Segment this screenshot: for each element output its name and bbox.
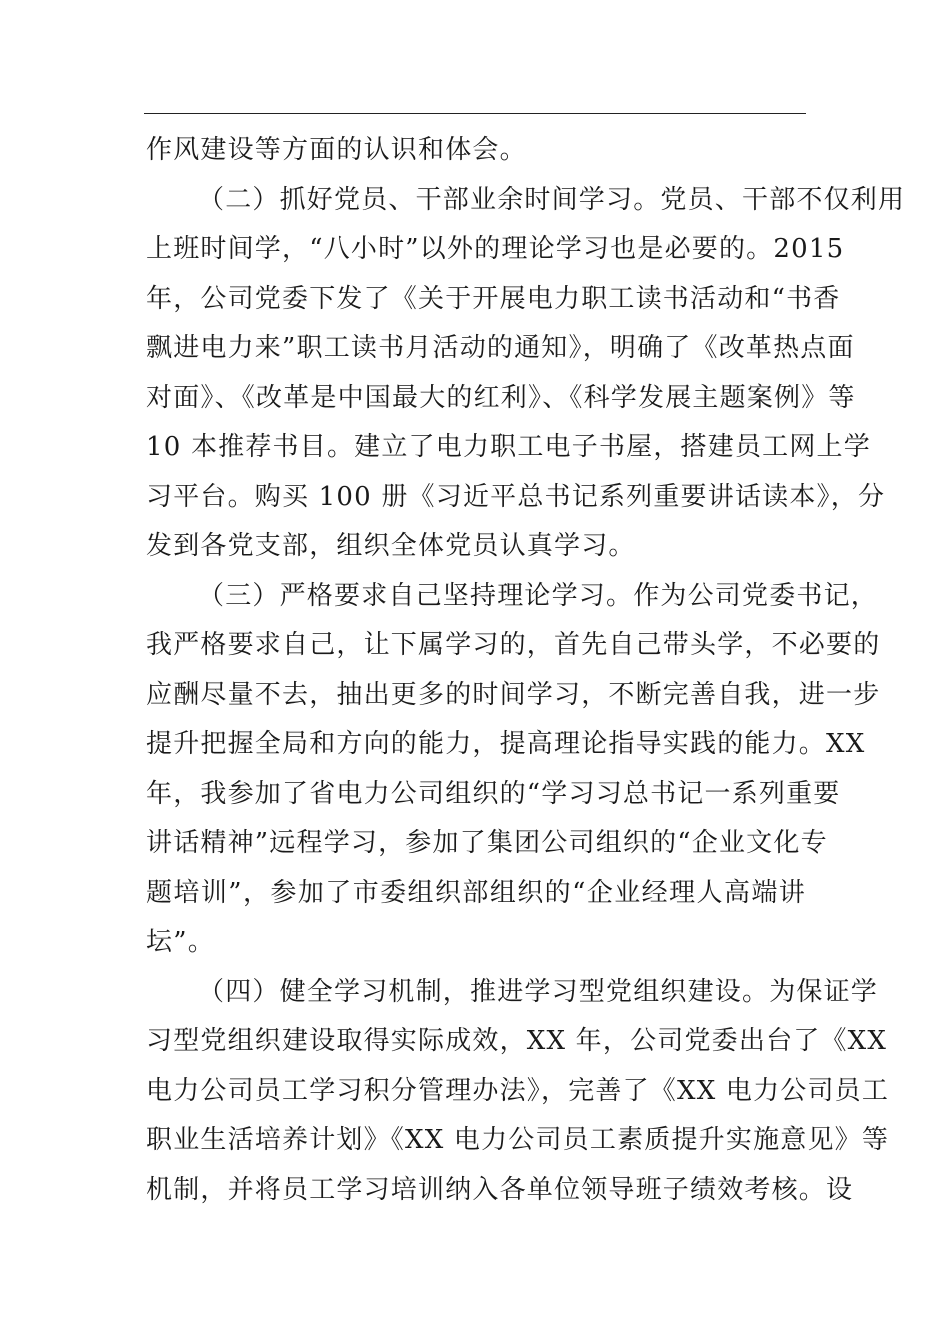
paragraph-3-heading-line: （三）严格要求自己坚持理论学习。作为公司党委书记， [198,580,879,611]
text-line: 发到各党支部，组织全体党员认真学习。 [146,531,636,561]
text-line: 机制，并将员工学习培训纳入各单位领导班子绩效考核。设 [146,1174,854,1205]
paragraph-2-heading-line: （二）抓好党员、干部业余时间学习。党员、干部不仅利用 [198,184,906,215]
text-line: 提升把握全局和方向的能力，提高理论指导实践的能力。XX [146,729,866,759]
text-line: 应酬尽量不去，抽出更多的时间学习，不断完善自我，进一步 [146,679,881,710]
text-line: 上班时间学，“八小时”以外的理论学习也是必要的。2015 [146,234,845,264]
text-line: 讲话精神”远程学习，参加了集团公司组织的“企业文化专 [146,828,828,858]
text-line: 职业生活培养计划》《XX 电力公司员工素质提升实施意见》等 [146,1125,890,1155]
text-line: 电力公司员工学习积分管理办法》，完善了《XX 电力公司员工 [146,1075,890,1106]
text-line: 习型党组织建设取得实际成效，XX 年，公司党委出台了《XX [146,1026,888,1056]
header-rule [144,113,806,114]
text-line: 作风建设等方面的认识和体会。 [146,135,527,165]
text-line: 我严格要求自己，让下属学习的，首先自己带头学，不必要的 [146,630,881,660]
text-line: 题培训”，参加了市委组织部组织的“企业经理人高端讲 [146,877,806,908]
paragraph-4-heading-line: （四）健全学习机制，推进学习型党组织建设。为保证学 [198,976,879,1007]
text-line: 年，公司党委下发了《关于开展电力职工读书活动和“书香 [146,283,841,314]
text-line: 对面》、《改革是中国最大的红利》、《科学发展主题案例》等 [146,382,856,413]
text-line: 10 本推荐书目。建立了电力职工电子书屋，搭建员工网上学 [146,432,871,462]
text-line: 年，我参加了省电力公司组织的“学习习总书记一系列重要 [146,778,841,809]
text-line: 习平台。购买 100 册《习近平总书记系列重要讲话读本》，分 [146,481,886,512]
text-line: 飘进电力来”职工读书月活动的通知》，明确了《改革热点面 [146,333,855,363]
body-text [146,126,906,1215]
text-line: 坛”。 [146,927,215,957]
